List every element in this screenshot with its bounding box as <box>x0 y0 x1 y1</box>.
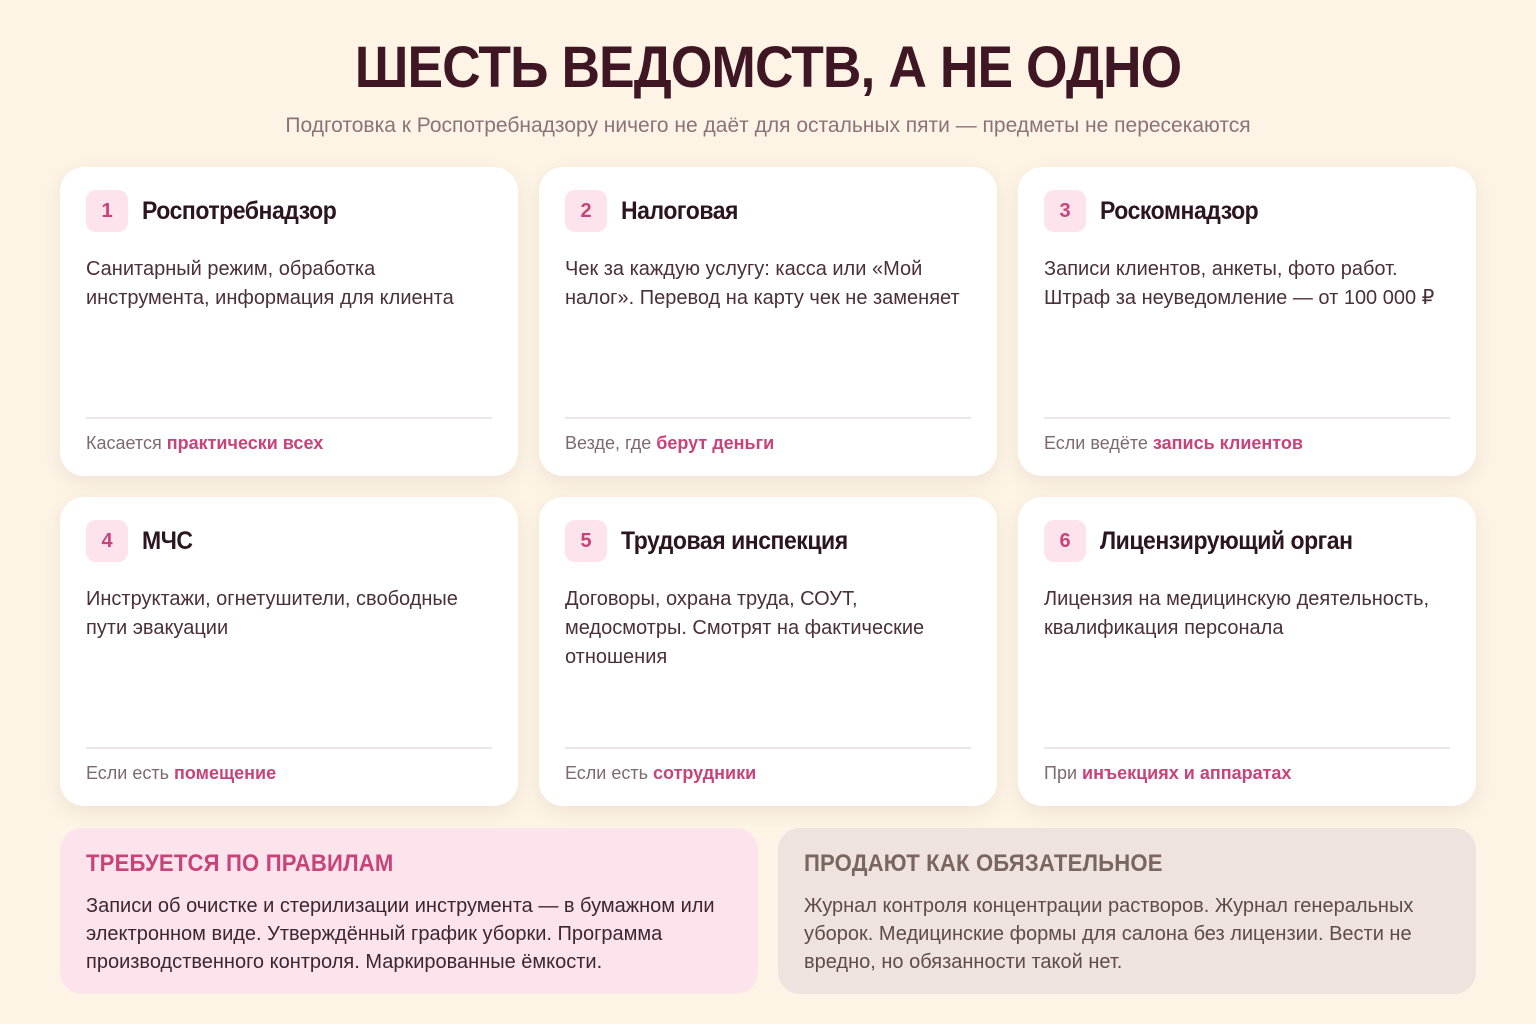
footer-prefix: Касается <box>86 433 162 453</box>
required-text: Записи об очистке и стерилизации инструмента — в бумажном или электронном виде. Утверждённый график уборки. Программа производственного контроля. Маркированные ёмкости. <box>86 895 715 973</box>
card-footer <box>86 417 492 455</box>
card-footer <box>1044 417 1450 455</box>
card-title: Лицензирующий орган <box>1100 526 1353 555</box>
required-panel <box>60 828 758 994</box>
card-description: Договоры, охрана труда, СОУТ, медосмотры. Смотрят на фактические отношения <box>565 588 925 668</box>
sold-heading: ПРОДАЮТ КАК ОБЯЗАТЕЛЬНОЕ <box>804 850 1163 877</box>
footer-prefix: Если есть <box>86 763 169 783</box>
page-title: ШЕСТЬ ВЕДОМСТВ, А НЕ ОДНО <box>354 35 1182 100</box>
card-title: МЧС <box>142 526 193 555</box>
card-footer <box>1044 747 1450 785</box>
page-subtitle: Подготовка к Роспотребнадзору ничего не даёт для остальных пяти — предметы не пересекаются <box>285 114 1251 137</box>
card-title: Роскомнадзор <box>1100 196 1259 225</box>
card-description: Лицензия на медицинскую деятельность, квалификация персонала <box>1044 588 1430 639</box>
agency-grid <box>60 167 1476 806</box>
card-footer <box>565 417 971 455</box>
agency-card-mchs <box>60 497 518 806</box>
footer-highlight: берут деньги <box>656 433 775 453</box>
card-description: Санитарный режим, обработка инструмента, информация для клиента <box>86 258 454 309</box>
number-badge: 2 <box>565 190 607 232</box>
sold-as-mandatory-panel <box>778 828 1476 994</box>
number-badge: 6 <box>1044 520 1086 562</box>
card-description: Инструктажи, огнетушители, свободные пути эвакуации <box>86 588 458 639</box>
footer-highlight: помещение <box>174 763 277 783</box>
number-badge: 4 <box>86 520 128 562</box>
number-badge: 1 <box>86 190 128 232</box>
sold-text: Журнал контроля концентрации растворов. Журнал генеральных уборок. Медицинские формы для салона без лицензии. Вести не вредно, но обязанности такой нет. <box>804 895 1414 973</box>
card-header <box>565 521 971 561</box>
card-header <box>86 191 492 231</box>
card-header <box>1044 191 1450 231</box>
footer-prefix: Если есть <box>565 763 648 783</box>
card-title: Трудовая инспекция <box>621 526 848 555</box>
footer-highlight: запись клиентов <box>1152 433 1303 453</box>
footer-highlight: практически всех <box>166 433 324 453</box>
footer-prefix: При <box>1044 763 1078 783</box>
agency-card-roskomnadzor <box>1018 167 1476 476</box>
card-header <box>86 521 492 561</box>
number-badge: 3 <box>1044 190 1086 232</box>
footer-prefix: Если ведёте <box>1044 433 1148 453</box>
agency-card-tax <box>539 167 997 476</box>
card-header <box>565 191 971 231</box>
agency-card-licensing <box>1018 497 1476 806</box>
card-footer <box>565 747 971 785</box>
card-description: Чек за каждую услугу: касса или «Мой налог». Перевод на карту чек не заменяет <box>565 258 960 309</box>
footer-prefix: Везде, где <box>565 433 652 453</box>
number-badge: 5 <box>565 520 607 562</box>
card-header <box>1044 521 1450 561</box>
card-title: Налоговая <box>621 196 738 225</box>
footer-highlight: инъекциях и аппаратах <box>1082 763 1292 783</box>
card-description: Записи клиентов, анкеты, фото работ. Штраф за неуведомление — от 100 000 ₽ <box>1044 258 1435 309</box>
agency-card-labor-inspection <box>539 497 997 806</box>
required-heading: ТРЕБУЕТСЯ ПО ПРАВИЛАМ <box>86 850 394 877</box>
agency-card-rospotrebnadzor <box>60 167 518 476</box>
card-title: Роспотребнадзор <box>142 196 337 225</box>
card-footer <box>86 747 492 785</box>
footer-highlight: сотрудники <box>653 763 757 783</box>
